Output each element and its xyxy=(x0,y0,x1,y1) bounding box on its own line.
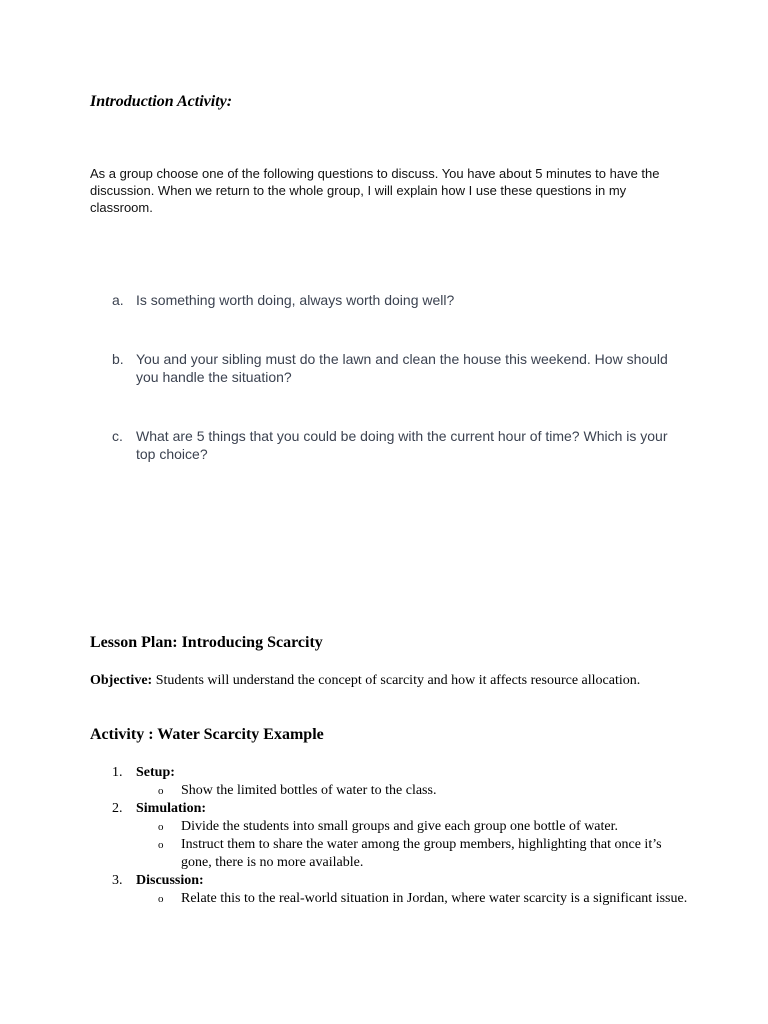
bullet-glyph: o xyxy=(158,785,164,797)
sub-item-text: Relate this to the real-world situation in Jordan, where water scarcity is a significant issue. xyxy=(181,891,688,906)
bullet-glyph: o xyxy=(158,839,164,851)
step-label: Discussion: xyxy=(136,873,204,888)
sub-item xyxy=(158,836,688,872)
activity-title: Activity : Water Scarcity Example xyxy=(90,726,324,743)
question-item-a xyxy=(112,291,682,309)
sub-item-text: Divide the students into small groups and give each group one bottle of water. xyxy=(181,819,619,834)
bullet-glyph: o xyxy=(158,821,164,833)
step-number: 2. xyxy=(112,801,123,816)
question-item-c xyxy=(112,427,682,463)
intro-title: Introduction Activity: xyxy=(90,93,233,110)
sub-item xyxy=(158,818,688,836)
question-marker: c. xyxy=(112,428,123,444)
question-item-b xyxy=(112,350,682,386)
step-label: Setup: xyxy=(136,765,175,780)
question-marker: b. xyxy=(112,351,124,367)
objective-label: Objective: xyxy=(90,673,153,688)
sub-item-text: Show the limited bottles of water to the class. xyxy=(181,783,437,798)
lesson-title: Lesson Plan: Introducing Scarcity xyxy=(90,634,323,651)
question-text: You and your sibling must do the lawn and clean the house this weekend. How should you handle the situation? xyxy=(136,351,668,385)
sub-item xyxy=(158,782,688,800)
question-text: What are 5 things that you could be doing with the current hour of time? Which is your top choice? xyxy=(136,428,668,462)
objective-text: Students will understand the concept of scarcity and how it affects resource allocation. xyxy=(152,673,641,688)
sub-item-text: Instruct them to share the water among the group members, highlighting that once it’s gone, there is no more available. xyxy=(181,837,662,870)
sub-item xyxy=(158,890,688,908)
intro-paragraph: As a group choose one of the following questions to discuss. You have about 5 minutes to have the discussion. When we return to the whole group, I will explain how I use these questions in my classroom. xyxy=(90,166,660,215)
question-marker: a. xyxy=(112,292,124,308)
objective-paragraph xyxy=(90,672,650,690)
step-number: 3. xyxy=(112,873,123,888)
step-number: 1. xyxy=(112,765,123,780)
step-label: Simulation: xyxy=(136,801,207,816)
question-text: Is something worth doing, always worth doing well? xyxy=(136,292,455,308)
bullet-glyph: o xyxy=(158,893,164,905)
